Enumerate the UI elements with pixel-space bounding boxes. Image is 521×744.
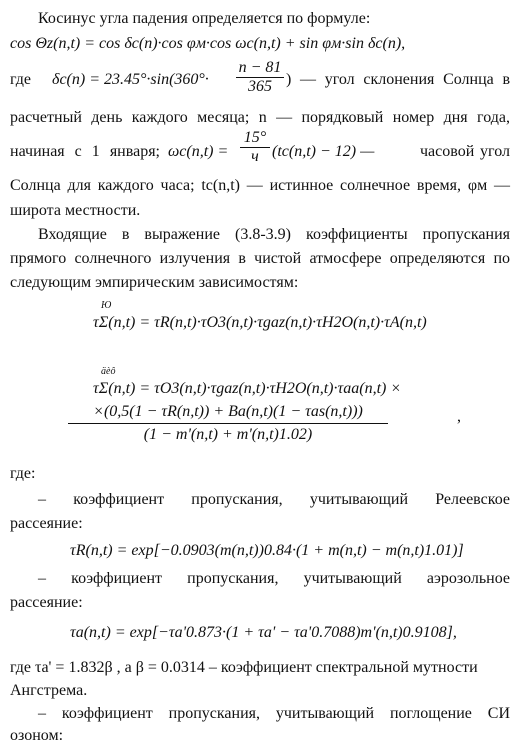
omega-denominator: ч — [251, 148, 259, 165]
declination-numerator: n − 81 — [236, 60, 284, 78]
aerosol-description: – коэффициент пропускания, учитывающий аэрозольное — [38, 570, 510, 587]
tau-sum-direct-superscript: Ю — [101, 300, 112, 311]
rayleigh-description: – коэффициент пропускания, учитывающий Релеевское — [38, 491, 510, 508]
declination-line — [10, 59, 510, 102]
declination-description: ) — угол склонения Солнца в — [286, 71, 510, 88]
ozone-label: озоном: — [10, 727, 64, 744]
sun-hour-line: Солнца для каждого часа; tc(n,t) — истинное солнечное время, φм — — [10, 177, 510, 194]
declination-denominator: 365 — [248, 78, 272, 95]
formula-omega-rhs: (tc(n,t) − 12) — — [272, 143, 375, 160]
ozone-description: – коэффициент пропускания, учитывающий поглощение СИ — [38, 705, 510, 722]
angstrom-label: Ангстрема. — [10, 682, 88, 699]
omega-fraction — [240, 130, 270, 165]
formula-tau-sum-diffuse-fraction — [68, 404, 388, 443]
tau-sum-diffuse-denominator: (1 − m'(n,t) + m'(n,t)1.02) — [143, 426, 313, 443]
starting-from-text: начиная с 1 января; — [10, 143, 160, 160]
where-label: где — [10, 71, 32, 88]
where-label-2: где: — [10, 465, 36, 482]
declination-fraction — [236, 60, 284, 95]
omega-numerator: 15° — [240, 130, 270, 148]
calc-day-line: расчетный день каждого месяца; n — порядковый номер дня года, — [10, 109, 510, 126]
formula-tau-sum-direct — [93, 300, 427, 331]
tau-sum-diffuse-superscript: äèô — [101, 366, 116, 377]
paragraph2-line1: Входящие в выражение (3.8-3.9) коэффициенты пропускания — [38, 226, 510, 243]
hour-angle-text: часовой угол — [420, 143, 510, 160]
formula-tau-aerosol: τa(n,t) = exp[−τa'0.873·(1 + τa' − τa'0.7088)m'(n,t)0.9108], — [70, 624, 457, 641]
formula-declination-lhs: δc(n) = 23.45°·sin(360°· — [52, 71, 209, 88]
angstrom-definition: где τa' = 1.832β , а β = 0.0314 – коэффициент спектральной мутности — [10, 659, 478, 676]
formula-tau-rayleigh: τR(n,t) = exp[−0.0903(m(n,t))0.84·(1 + m(n,t) − m(n,t)1.01)] — [70, 542, 464, 559]
tau-sum-direct-body: τΣ(n,t) = τR(n,t)·τO3(n,t)·τgaz(n,t)·τH2O(n,t)·τA(n,t) — [93, 314, 427, 331]
tau-sum-diffuse-numerator: ×(0,5(1 − τR(n,t)) + Ba(n,t)(1 − τas(n,t))) — [68, 404, 388, 424]
latitude-line: широта местности. — [10, 202, 141, 219]
rayleigh-scattering-label: рассеяние: — [10, 515, 83, 532]
aerosol-scattering-label: рассеяние: — [10, 594, 83, 611]
hour-angle-line — [10, 128, 510, 172]
tau-sum-diffuse-body: τΣ(n,t) = τO3(n,t)·τgaz(n,t)·τH2O(n,t)·τaa(n,t) × — [93, 380, 402, 397]
formula-tau-sum-diffuse-lhs — [93, 366, 402, 397]
tau-sum-diffuse-comma: , — [457, 408, 461, 425]
paragraph2-line3: следующим эмпирическим зависимостям: — [10, 274, 299, 291]
intro-text: Косинус угла падения определяется по формуле: — [38, 10, 371, 27]
formula-omega-lhs: ωc(n,t) = — [168, 143, 229, 160]
formula-cos-theta: cos Θz(n,t) = cos δc(n)·cos φм·cos ωc(n,t) + sin φм·sin δc(n), — [10, 35, 406, 52]
paragraph2-line2: прямого солнечного излучения в чистой атмосфере определяются по — [10, 250, 510, 267]
